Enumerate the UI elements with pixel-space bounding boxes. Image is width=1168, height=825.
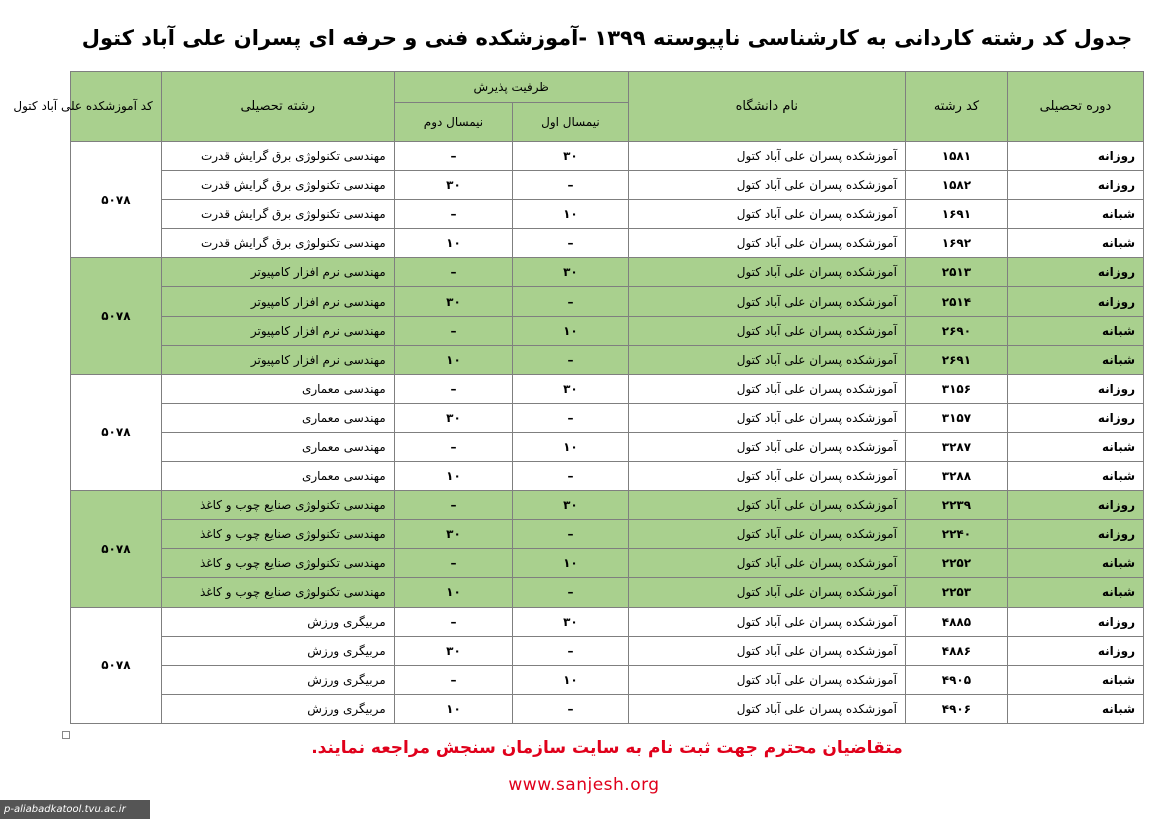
first-semester-capacity-cell: ۱۰ [513,200,628,229]
university-cell: آموزشکده پسران علی آباد کتول [628,229,905,258]
header-institute-code: کد آموزشکده علی آباد کتول [71,72,162,142]
university-cell: آموزشکده پسران علی آباد کتول [628,287,905,316]
second-semester-capacity-cell: – [394,491,513,520]
first-semester-capacity-cell: – [513,462,628,491]
university-cell: آموزشکده پسران علی آباد کتول [628,694,905,723]
field-cell: مهندسی نرم افزار کامپیوتر [161,345,394,374]
first-semester-capacity-cell: – [513,694,628,723]
university-cell: آموزشکده پسران علی آباد کتول [628,491,905,520]
second-semester-capacity-cell: – [394,549,513,578]
institute-code-cell: ۵۰۷۸ [71,374,162,490]
period-cell: شبانه [1007,578,1143,607]
header-capacity: ظرفیت پذیرش [394,72,628,103]
first-semester-capacity-cell: ۳۰ [513,258,628,287]
course-code-cell: ۲۵۱۳ [905,258,1007,287]
admission-table [13,71,1144,724]
second-semester-capacity-cell: ۳۰ [394,171,513,200]
website-link[interactable]: www.sanjesh.org [508,775,660,795]
university-cell: آموزشکده پسران علی آباد کتول [628,345,905,374]
period-cell: روزانه [1007,607,1143,636]
course-code-cell: ۴۸۸۶ [905,636,1007,665]
first-semester-capacity-cell: – [513,636,628,665]
second-semester-capacity-cell: – [394,607,513,636]
table-row [71,462,1144,491]
table-row [71,549,1144,578]
university-cell: آموزشکده پسران علی آباد کتول [628,171,905,200]
period-cell: شبانه [1007,665,1143,694]
first-semester-capacity-cell: ۱۰ [513,432,628,461]
second-semester-capacity-cell: ۳۰ [394,636,513,665]
period-cell: روزانه [1007,171,1143,200]
field-cell: مهندسی معماری [161,432,394,461]
university-cell: آموزشکده پسران علی آباد کتول [628,636,905,665]
field-cell: مربیگری ورزش [161,665,394,694]
university-cell: آموزشکده پسران علی آباد کتول [628,520,905,549]
course-code-cell: ۲۶۹۰ [905,316,1007,345]
table-row [71,142,1144,171]
period-cell: روزانه [1007,403,1143,432]
field-cell: مربیگری ورزش [161,694,394,723]
first-semester-capacity-cell: – [513,229,628,258]
university-cell: آموزشکده پسران علی آباد کتول [628,578,905,607]
field-cell: مربیگری ورزش [161,607,394,636]
table-row [71,374,1144,403]
header-code: کد رشته [905,72,1007,142]
first-semester-capacity-cell: – [513,287,628,316]
first-semester-capacity-cell: ۳۰ [513,607,628,636]
period-cell: روزانه [1007,374,1143,403]
first-semester-capacity-cell: – [513,578,628,607]
table-row [71,578,1144,607]
field-cell: مهندسی معماری [161,374,394,403]
course-code-cell: ۲۶۹۱ [905,345,1007,374]
first-semester-capacity-cell: ۳۰ [513,142,628,171]
period-cell: روزانه [1007,520,1143,549]
table-row [71,607,1144,636]
course-code-cell: ۲۵۱۴ [905,287,1007,316]
second-semester-capacity-cell: – [394,374,513,403]
university-cell: آموزشکده پسران علی آباد کتول [628,258,905,287]
field-cell: مهندسی تکنولوژی صنایع چوب و کاغذ [161,520,394,549]
header-first-semester: نیمسال اول [513,103,628,142]
field-cell: مهندسی تکنولوژی برق گرایش قدرت [161,171,394,200]
period-cell: شبانه [1007,694,1143,723]
first-semester-capacity-cell: – [513,520,628,549]
header-university: نام دانشگاه [628,72,905,142]
field-cell: مهندسی نرم افزار کامپیوتر [161,316,394,345]
table-row [71,403,1144,432]
course-code-cell: ۲۲۵۳ [905,578,1007,607]
university-cell: آموزشکده پسران علی آباد کتول [628,549,905,578]
second-semester-capacity-cell: – [394,258,513,287]
university-cell: آموزشکده پسران علی آباد کتول [628,607,905,636]
second-semester-capacity-cell: – [394,432,513,461]
page-title: جدول کد رشته کاردانی به کارشناسی ناپیوسته ۱۳۹۹ -آموزشکده فنی و حرفه ای پسران علی آباد کتول [81,26,1133,50]
header-period: دوره تحصیلی [1007,72,1143,142]
period-cell: روزانه [1007,491,1143,520]
first-semester-capacity-cell: – [513,345,628,374]
course-code-cell: ۱۵۸۱ [905,142,1007,171]
period-cell: روزانه [1007,287,1143,316]
second-semester-capacity-cell: – [394,665,513,694]
field-cell: مهندسی تکنولوژی صنایع چوب و کاغذ [161,491,394,520]
first-semester-capacity-cell: ۳۰ [513,491,628,520]
table-row [71,665,1144,694]
institute-code-cell: ۵۰۷۸ [71,258,162,374]
course-code-cell: ۱۶۹۲ [905,229,1007,258]
course-code-cell: ۴۹۰۵ [905,665,1007,694]
institute-code-cell: ۵۰۷۸ [71,607,162,723]
first-semester-capacity-cell: ۱۰ [513,549,628,578]
period-cell: روزانه [1007,258,1143,287]
table-row [71,432,1144,461]
course-code-cell: ۲۲۵۲ [905,549,1007,578]
field-cell: مهندسی تکنولوژی برق گرایش قدرت [161,200,394,229]
header-field: رشته تحصیلی [161,72,394,142]
course-code-cell: ۳۲۸۸ [905,462,1007,491]
field-cell: مهندسی تکنولوژی صنایع چوب و کاغذ [161,578,394,607]
first-semester-capacity-cell: ۱۰ [513,665,628,694]
period-cell: شبانه [1007,229,1143,258]
first-semester-capacity-cell: – [513,171,628,200]
period-cell: روزانه [1007,142,1143,171]
course-code-cell: ۲۲۴۰ [905,520,1007,549]
university-cell: آموزشکده پسران علی آباد کتول [628,200,905,229]
second-semester-capacity-cell: ۱۰ [394,578,513,607]
university-cell: آموزشکده پسران علی آباد کتول [628,462,905,491]
watermark-text: p-aliabadkatool.tvu.ac.ir [0,800,150,819]
table-row [71,636,1144,665]
field-cell: مهندسی تکنولوژی برق گرایش قدرت [161,229,394,258]
table-row [71,491,1144,520]
second-semester-capacity-cell: ۱۰ [394,694,513,723]
header-second-semester: نیمسال دوم [394,103,513,142]
field-cell: مهندسی نرم افزار کامپیوتر [161,287,394,316]
field-cell: مهندسی نرم افزار کامپیوتر [161,258,394,287]
course-code-cell: ۴۹۰۶ [905,694,1007,723]
table-row [71,287,1144,316]
period-cell: روزانه [1007,636,1143,665]
second-semester-capacity-cell: – [394,142,513,171]
field-cell: مهندسی تکنولوژی صنایع چوب و کاغذ [161,549,394,578]
table-row [71,200,1144,229]
header-row [71,72,1144,103]
period-cell: شبانه [1007,432,1143,461]
university-cell: آموزشکده پسران علی آباد کتول [628,142,905,171]
field-cell: مهندسی معماری [161,462,394,491]
second-semester-capacity-cell: ۱۰ [394,462,513,491]
second-semester-capacity-cell: ۳۰ [394,287,513,316]
university-cell: آموزشکده پسران علی آباد کتول [628,374,905,403]
course-code-cell: ۳۱۵۶ [905,374,1007,403]
university-cell: آموزشکده پسران علی آباد کتول [628,316,905,345]
institute-code-cell: ۵۰۷۸ [71,142,162,258]
table-row [71,316,1144,345]
first-semester-capacity-cell: ۱۰ [513,316,628,345]
second-semester-capacity-cell: – [394,200,513,229]
course-code-cell: ۳۲۸۷ [905,432,1007,461]
table-resize-handle[interactable] [62,731,70,739]
period-cell: شبانه [1007,462,1143,491]
field-cell: مهندسی تکنولوژی برق گرایش قدرت [161,142,394,171]
table-row [71,520,1144,549]
institute-code-cell: ۵۰۷۸ [71,491,162,607]
university-cell: آموزشکده پسران علی آباد کتول [628,403,905,432]
second-semester-capacity-cell: ۳۰ [394,403,513,432]
course-code-cell: ۱۶۹۱ [905,200,1007,229]
university-cell: آموزشکده پسران علی آباد کتول [628,432,905,461]
course-code-cell: ۱۵۸۲ [905,171,1007,200]
second-semester-capacity-cell: ۱۰ [394,345,513,374]
notice-text: متقاضیان محترم جهت ثبت نام به سایت سازمان سنجش مراجعه نمایند. [311,738,903,758]
first-semester-capacity-cell: ۳۰ [513,374,628,403]
course-code-cell: ۳۱۵۷ [905,403,1007,432]
table-row [71,258,1144,287]
table-row [71,694,1144,723]
table-row [71,345,1144,374]
second-semester-capacity-cell: ۳۰ [394,520,513,549]
table-row [71,229,1144,258]
second-semester-capacity-cell: – [394,316,513,345]
period-cell: شبانه [1007,345,1143,374]
table-row [71,171,1144,200]
course-code-cell: ۴۸۸۵ [905,607,1007,636]
period-cell: شبانه [1007,200,1143,229]
field-cell: مربیگری ورزش [161,636,394,665]
first-semester-capacity-cell: – [513,403,628,432]
period-cell: شبانه [1007,549,1143,578]
field-cell: مهندسی معماری [161,403,394,432]
period-cell: شبانه [1007,316,1143,345]
university-cell: آموزشکده پسران علی آباد کتول [628,665,905,694]
course-code-cell: ۲۲۳۹ [905,491,1007,520]
second-semester-capacity-cell: ۱۰ [394,229,513,258]
